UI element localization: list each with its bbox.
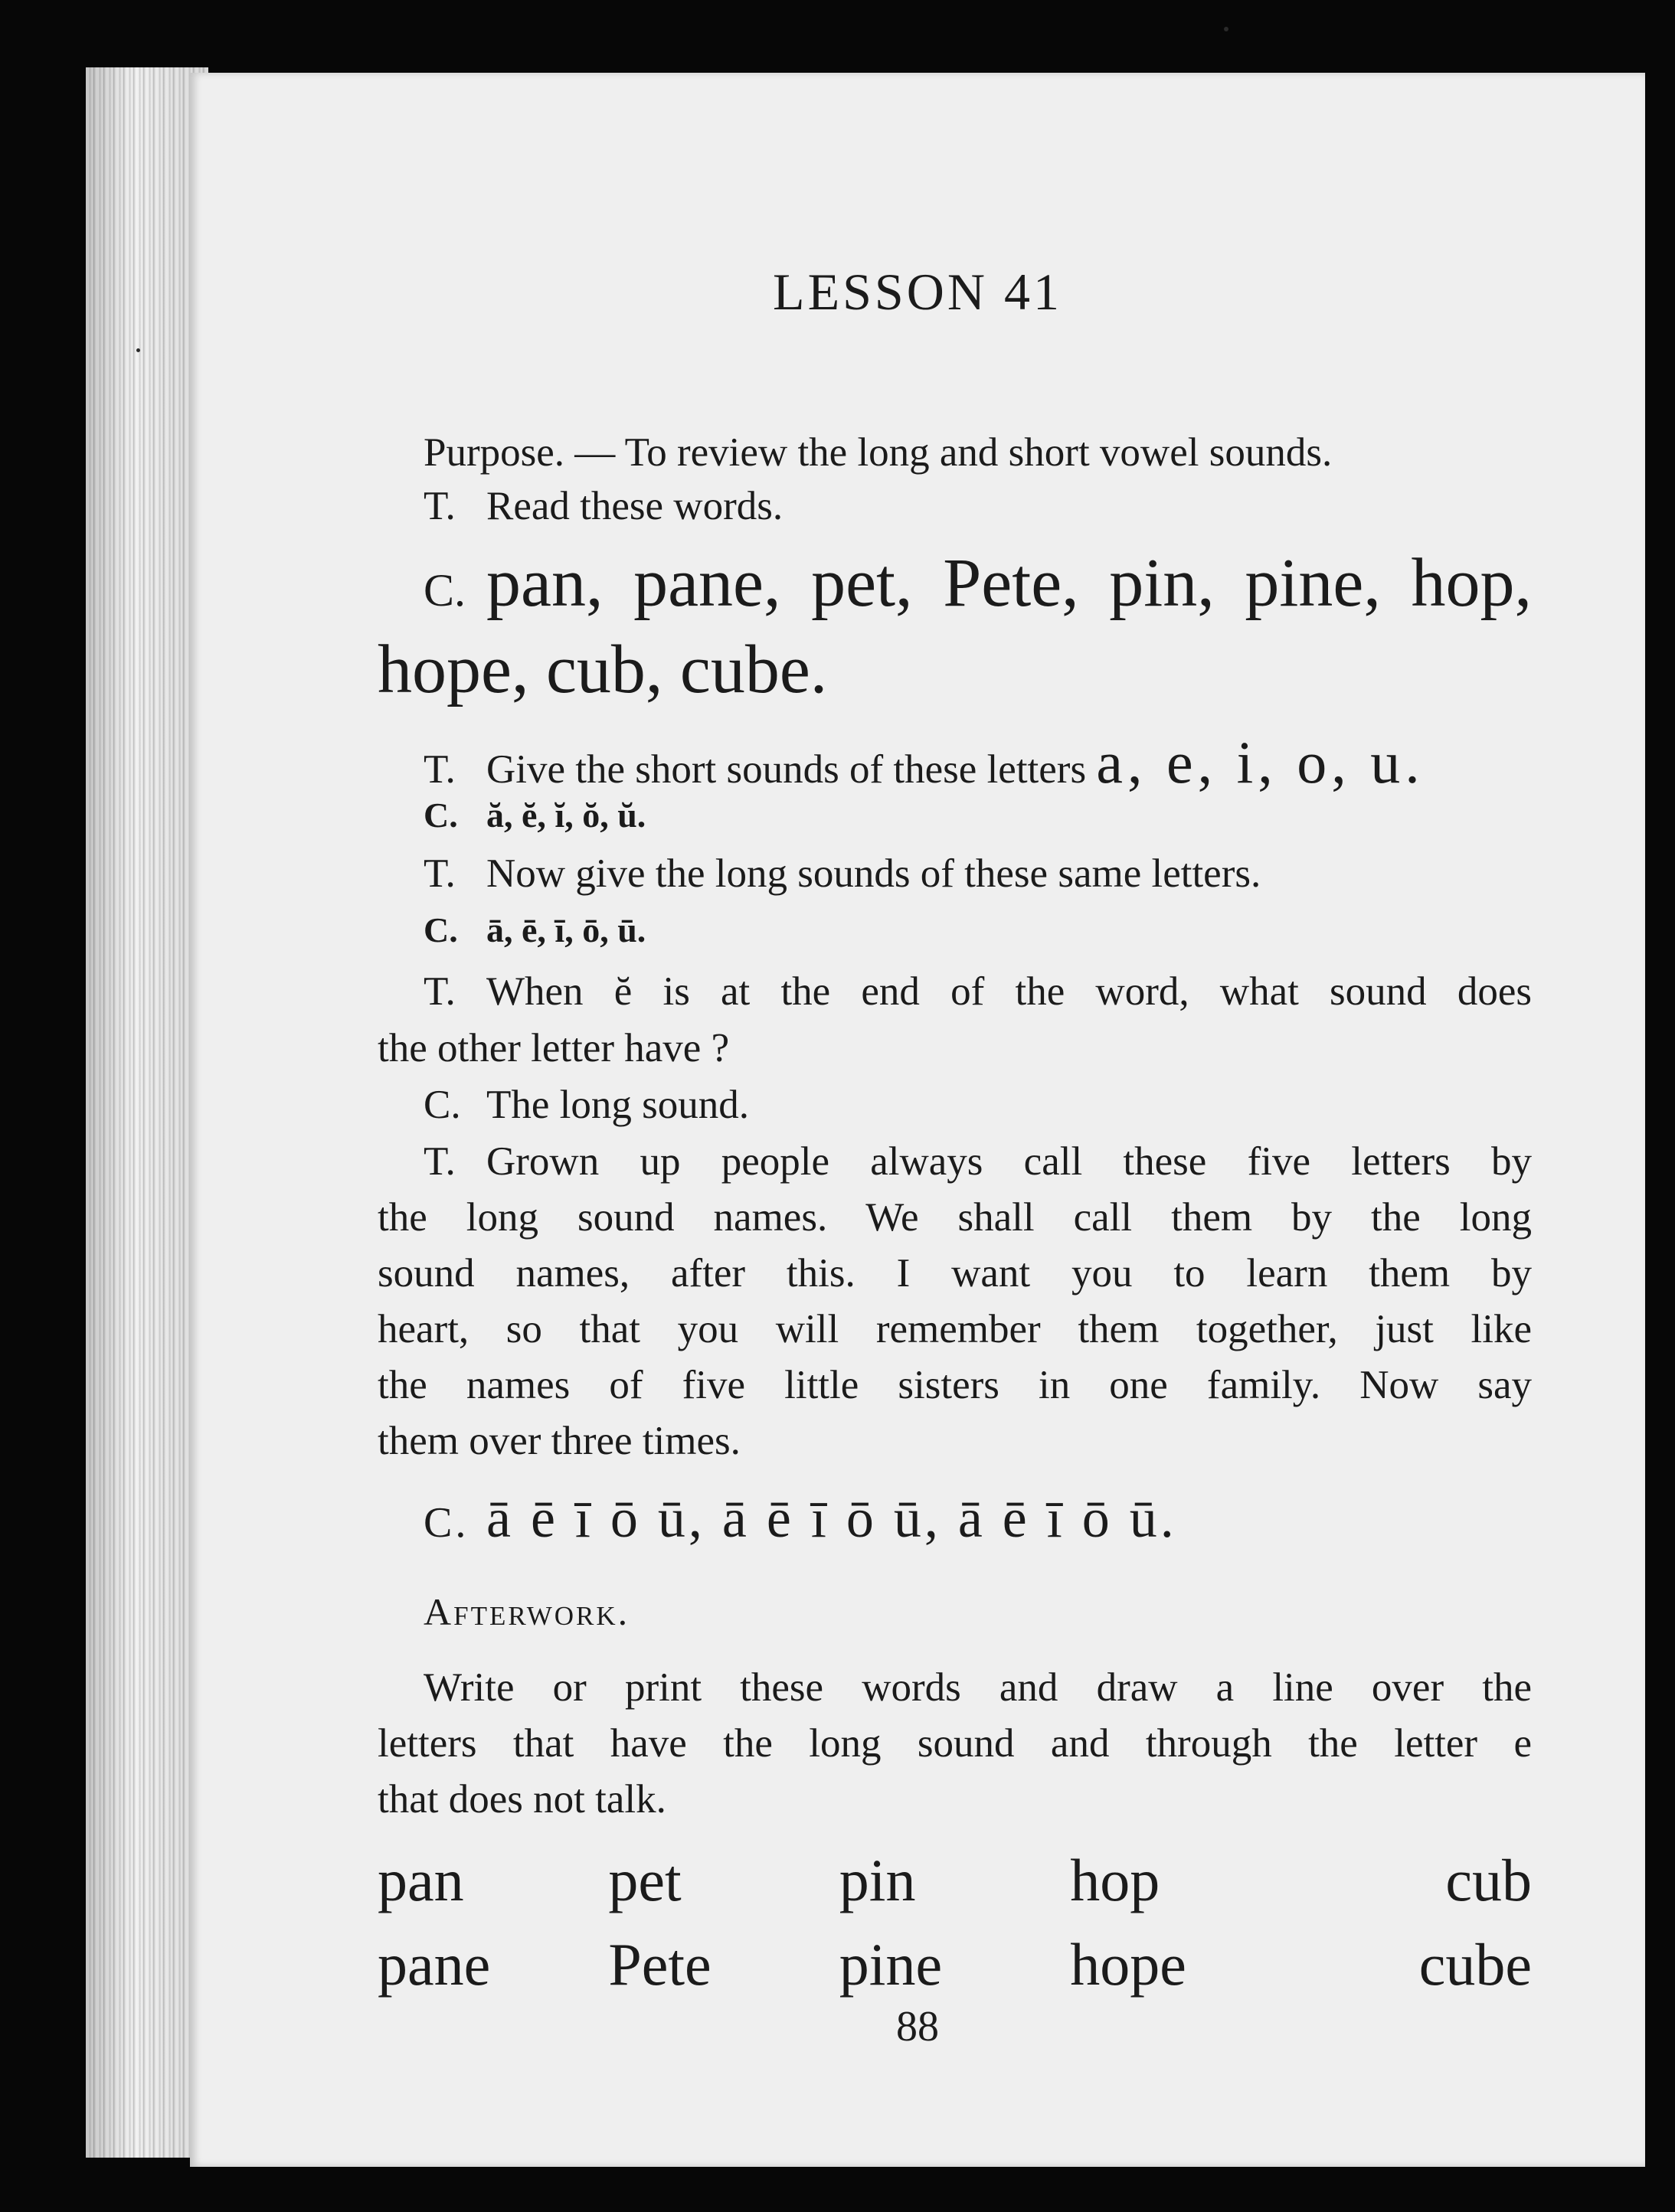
word-row: [378, 1889, 1532, 1998]
word: Pete: [608, 1931, 712, 1998]
dialogue-text: When ĕ is at the end of the word, what sound does: [486, 969, 1532, 1014]
purpose-line: Purpose. — To review the long and short vowel sounds.: [424, 430, 1333, 475]
dialogue-line: the other letter have ?: [378, 1026, 730, 1070]
dialogue-line: [424, 1139, 1532, 1184]
dust-speck: [136, 348, 140, 352]
lesson-title: LESSON 41: [773, 263, 1062, 321]
short-vowel-marks: ă, ĕ, ĭ, ŏ, ŭ.: [486, 796, 646, 835]
word: hop: [1070, 1847, 1160, 1913]
book-page: [190, 73, 1645, 2167]
page-content: [190, 73, 1645, 2167]
dialogue-line: [424, 486, 1532, 527]
word: pan: [378, 1847, 464, 1913]
word: pine: [839, 1931, 943, 1998]
word: cube: [1418, 1931, 1532, 1998]
afterwork-line: Write or print these words and draw a line over the: [424, 1665, 1532, 1710]
speaker-label: T.: [424, 1139, 456, 1184]
dialogue-line: [424, 798, 1532, 833]
dialogue-line: [424, 1488, 1532, 1549]
dialogue-line: [424, 851, 1532, 896]
dialogue-text: Now give the long sounds of these same letters.: [486, 851, 1261, 896]
word: cub: [1445, 1847, 1532, 1913]
vowel-letters: a, e, i, o, u.: [1096, 729, 1425, 796]
dialogue-line: [424, 1085, 1532, 1126]
word: hope: [1070, 1931, 1186, 1998]
dialogue-line: hope, cub, cube.: [378, 632, 828, 707]
speaker-label: C.: [424, 565, 466, 616]
word: pane: [378, 1931, 491, 1998]
speaker-label: T.: [424, 969, 456, 1014]
page-number: 88: [896, 2003, 939, 2050]
dialogue-line: sound names, after this. I want you to learn them by: [378, 1251, 1532, 1296]
long-vowel-marks: ā, ē, ī, ō, ū.: [486, 910, 646, 949]
dialogue-text: pan, pane, pet, Pete, pin, pine, hop,: [486, 545, 1532, 621]
speaker-label: C.: [424, 1499, 469, 1547]
speaker-label: T.: [424, 747, 456, 792]
dialogue-line: [424, 545, 1532, 621]
afterwork-line: that does not talk.: [378, 1777, 666, 1822]
afterwork-line: letters that have the long sound and through the letter e: [378, 1721, 1532, 1766]
afterwork-heading: Afterwork.: [424, 1590, 630, 1633]
vowel-recitation: ā ē ī ō ū, ā ē ī ō ū, ā ē ī ō ū.: [486, 1488, 1177, 1549]
dialogue-text: Grown up people always call these five letters by: [486, 1139, 1532, 1184]
dialogue-text: Give the short sounds of these letters: [486, 747, 1087, 792]
dialogue-line: [424, 969, 1532, 1014]
dialogue-line: them over three times.: [378, 1419, 741, 1463]
dialogue-line: heart, so that you will remember them together, just like: [378, 1307, 1532, 1351]
speaker-label: C.: [424, 1083, 461, 1127]
speaker-label: T.: [424, 484, 456, 528]
dust-speck: [1224, 27, 1228, 31]
word: pin: [839, 1847, 916, 1913]
dialogue-line: [424, 910, 1532, 949]
dialogue-line: the long sound names. We shall call them by the long: [378, 1195, 1532, 1240]
speaker-label: C.: [424, 796, 458, 835]
word: pet: [608, 1847, 682, 1913]
speaker-label: C.: [424, 910, 458, 949]
dialogue-text: The long sound.: [486, 1083, 749, 1127]
dialogue-line: [424, 729, 1532, 796]
dialogue-line: the names of five little sisters in one family. Now say: [378, 1363, 1532, 1407]
speaker-label: T.: [424, 851, 456, 896]
dialogue-text: Read these words.: [486, 484, 784, 528]
